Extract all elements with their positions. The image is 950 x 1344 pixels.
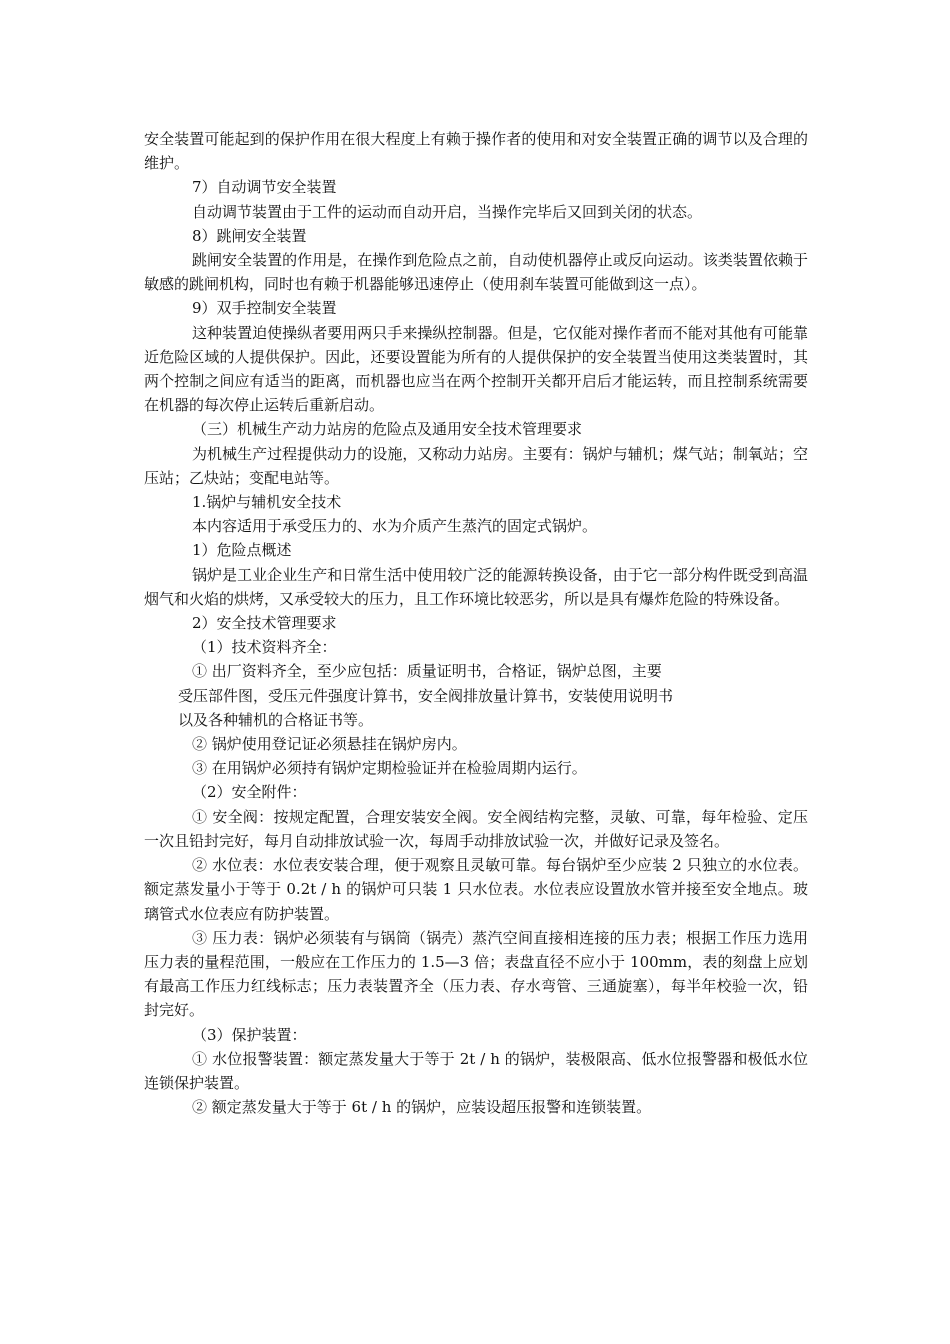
paragraph: 跳闸安全装置的作用是，在操作到危险点之前，自动使机器停止或反向运动。该类装置依赖于敏感的跳闸机构，同时也有赖于机器能够迅速停止（使用刹车装置可能做到这一点）。 [144,251,808,294]
paragraph: 8）跳闸安全装置 [192,226,307,245]
paragraph: 锅炉是工业企业生产和日常生活中使用较广泛的能源转换设备，由于它一部分构件既受到高温烟气和火焰的烘烤，又承受较大的压力，且工作环境比较恶劣，所以是具有爆炸危险的特殊设备。 [144,565,808,608]
paragraph: 为机械生产过程提供动力的设施，又称动力站房。主要有：锅炉与辅机；煤气站；制氧站；空压站；乙炔站；变配电站等。 [144,444,808,487]
paragraph: ① 水位报警装置：额定蒸发量大于等于 2t / h 的锅炉，装极限高、低水位报警器和极低水位连锁保护装置。 [144,1049,808,1092]
paragraph: 受压部件图，受压元件强度计算书，安全阀排放量计算书，安装使用说明书 [178,686,674,705]
paragraph: 这种装置迫使操纵者要用两只手来操纵控制器。但是，它仅能对操作者而不能对其他有可能靠近危险区域的人提供保护。因此，还要设置能为所有的人提供保护的安全装置当使用这类装置时，其两个控制之间应有适当的距离，而机器也应当在两个控制开关都开启后才能运转，而且控制系统需要在机器的每次停止运转后重新启动。 [144,323,808,415]
paragraph: 9）双手控制安全装置 [192,299,337,318]
paragraph: 2）安全技术管理要求 [192,614,337,633]
paragraph: 1.锅炉与辅机安全技术 [192,493,342,512]
paragraph: ① 安全阀：按规定配置，合理安装安全阀。安全阀结构完整，灵敏、可靠，每年检验、定压一次且铅封完好，每月自动排放试验一次，每周手动排放试验一次，并做好记录及签名。 [144,807,808,850]
paragraph: ① 出厂资料齐全，至少应包括：质量证明书，合格证，锅炉总图，主要 [192,662,662,681]
document-body [144,127,808,1119]
paragraph: ② 锅炉使用登记证必须悬挂在锅炉房内。 [192,735,467,754]
paragraph: 1）危险点概述 [192,541,292,560]
paragraph: ③ 在用锅炉必须持有锅炉定期检验证并在检验周期内运行。 [192,759,587,778]
paragraph: 自动调节装置由于工件的运动而自动开启，当操作完毕后又回到关闭的状态。 [192,202,703,221]
paragraph: 安全装置可能起到的保护作用在很大程度上有赖于操作者的使用和对安全装置正确的调节以及合理的维护。 [144,130,808,173]
paragraph: （三）机械生产动力站房的危险点及通用安全技术管理要求 [192,420,583,439]
paragraph: （2）安全附件： [192,783,307,802]
paragraph: ② 水位表：水位表安装合理，便于观察且灵敏可靠。每台锅炉至少应装 2 只独立的水位表。额定蒸发量小于等于 0.2t / h 的锅炉可只装 1 只水位表。水位表应设置放水管并接至安全地点。玻璃管式水位表应有防护装置。 [144,856,808,923]
paragraph: 7）自动调节安全装置 [192,178,337,197]
paragraph: ③ 压力表：锅炉必须装有与锅筒（锅壳）蒸汽空间直接相连接的压力表；根据工作压力选用压力表的量程范围，一般应在工作压力的 1.5—3 倍；表盘直径不应小于 100mm，表的刻盘上应划有最高工作压力红线标志；压力表装置齐全（压力表、存水弯管、三通旋塞），每半年校验一次，铅封完好。 [144,928,808,1020]
paragraph: （1）技术资料齐全： [192,638,337,657]
paragraph: 以及各种辅机的合格证书等。 [178,710,374,729]
paragraph: 本内容适用于承受压力的、水为介质产生蒸汽的固定式锅炉。 [192,517,598,536]
paragraph: ② 额定蒸发量大于等于 6t / h 的锅炉，应装设超压报警和连锁装置。 [192,1098,652,1117]
paragraph: （3）保护装置： [192,1025,307,1044]
